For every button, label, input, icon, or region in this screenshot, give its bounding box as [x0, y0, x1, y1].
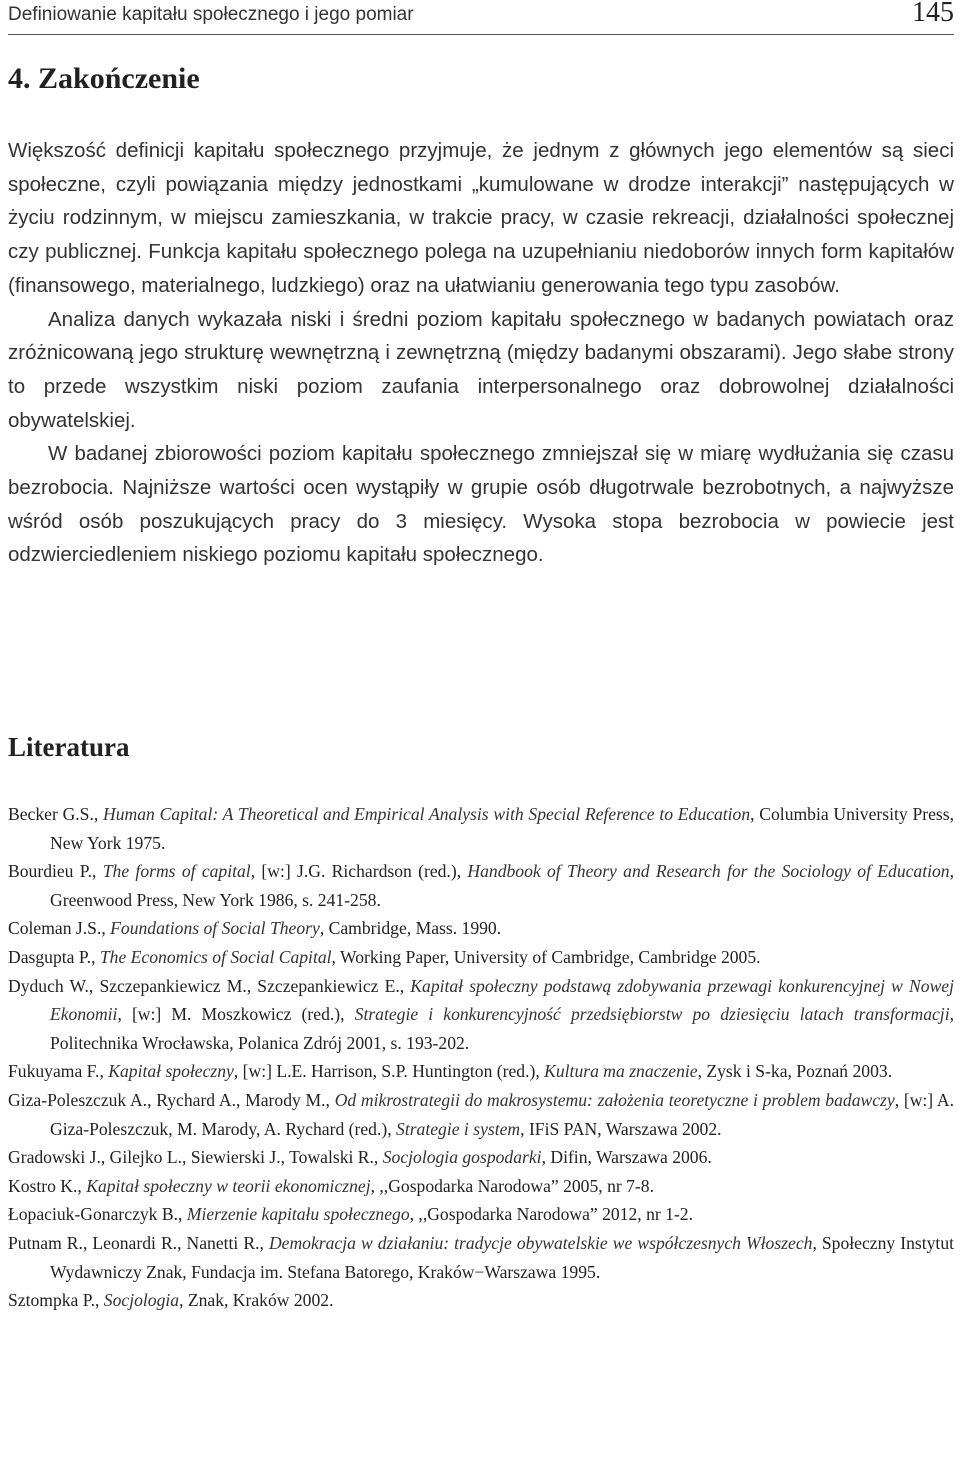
reference-item: Becker G.S., Human Capital: A Theoretical and Empirical Analysis with Special Reference to Education, Columbia University Press, New York 1975.: [8, 804, 954, 853]
reference-item: Fukuyama F., Kapitał społeczny, [w:] L.E. Harrison, S.P. Huntington (red.), Kultura ma znaczenie, Zysk i S-ka, Poznań 2003.: [8, 1061, 893, 1082]
page-number: 145: [912, 0, 954, 28]
body-text: [8, 134, 954, 572]
running-title: Definiowanie kapitału społecznego i jego pomiar: [8, 4, 414, 25]
reference-item: Giza-Poleszczuk A., Rychard A., Marody M., Od mikrostrategii do makrosystemu: założenia teoretyczne i problem badawczy, [w:] A. Giza-Poleszczuk, M. Marody, A. Rychard (red.), Strategie i system, IFiS PAN, Warszawa 2002.: [8, 1089, 955, 1139]
reference-item: Dasgupta P., The Economics of Social Capital, Working Paper, University of Cambridge, Cambridge 2005.: [8, 946, 761, 967]
section-heading: 4. Zakończenie: [8, 62, 200, 95]
reference-item: Sztompka P., Socjologia, Znak, Kraków 2002.: [8, 1290, 334, 1311]
reference-list: [8, 800, 954, 1315]
reference-item: Gradowski J., Gilejko L., Siewierski J., Towalski R., Socjologia gospodarki, Difin, Warszawa 2006.: [8, 1147, 712, 1168]
reference-item: Łopaciuk-Gonarczyk B., Mierzenie kapitału społecznego, ,,Gospodarka Narodowa” 2012, nr 1-2.: [8, 1204, 694, 1225]
paragraph: Większość definicji kapitału społecznego przyjmuje, że jednym z głównych jego elementów są sieci społeczne, czyli powiązania między jednostkami „kumulowane w drodze interakcji” następujących w życiu rodzinnym, w miejscu zamieszkania, w trakcie pracy, w czasie rekreacji, działalności społecznej czy publicznej. Funkcja kapitału społecznego polega na uzupełnianiu niedoborów innych form kapitałów (finansowego, materialnego, ludzkiego) oraz na ułatwianiu generowania tego typu zasobów.: [8, 139, 954, 297]
running-header: [8, 0, 954, 35]
reference-item: Coleman J.S., Foundations of Social Theory, Cambridge, Mass. 1990.: [8, 918, 502, 939]
paragraph: W badanej zbiorowości poziom kapitału społecznego zmniejszał się w miarę wydłużania się czasu bezrobocia. Najniższe wartości ocen wystąpiły w grupie osób długotrwale bezrobotnych, a najwyższe wśród osób poszukujących pracy do 3 miesięcy. Wysoka stopa bezrobocia w powiecie jest odzwierciedleniem niskiego poziomu kapitału społecznego.: [8, 442, 954, 567]
paragraph: Analiza danych wykazała niski i średni poziom kapitału społecznego w badanych powiatach oraz zróżnicowaną jego strukturę wewnętrzną i zewnętrzną (między badanymi obszarami). Jego słabe strony to przede wszystkim niski poziom zaufania interpersonalnego oraz dobrowolnej działalności obywatelskiej.: [8, 307, 954, 432]
reference-item: Putnam R., Leonardi R., Nanetti R., Demokracja w działaniu: tradycje obywatelskie we współczesnych Włoszech, Społeczny Instytut Wydawniczy Znak, Fundacja im. Stefana Batorego, Kraków−Warszawa 1995.: [8, 1232, 954, 1282]
reference-item: Kostro K., Kapitał społeczny w teorii ekonomicznej, ,,Gospodarka Narodowa” 2005, nr 7-8.: [8, 1175, 654, 1196]
reference-item: Bourdieu P., The forms of capital, [w:] J.G. Richardson (red.), Handbook of Theory and Research for the Sociology of Education, Greenwood Press, New York 1986, s. 241-258.: [8, 861, 955, 910]
literature-heading: Literatura: [8, 732, 130, 762]
reference-item: Dyduch W., Szczepankiewicz M., Szczepankiewicz E., Kapitał społeczny podstawą zdobywania przewagi konkurencyjnej w Nowej Ekonomii, [w:] M. Moszkowicz (red.), Strategie i konkurencyjność przedsiębiorstw po dziesięciu latach transformacji, Politechnika Wrocławska, Polanica Zdrój 2001, s. 193-202.: [8, 975, 955, 1053]
